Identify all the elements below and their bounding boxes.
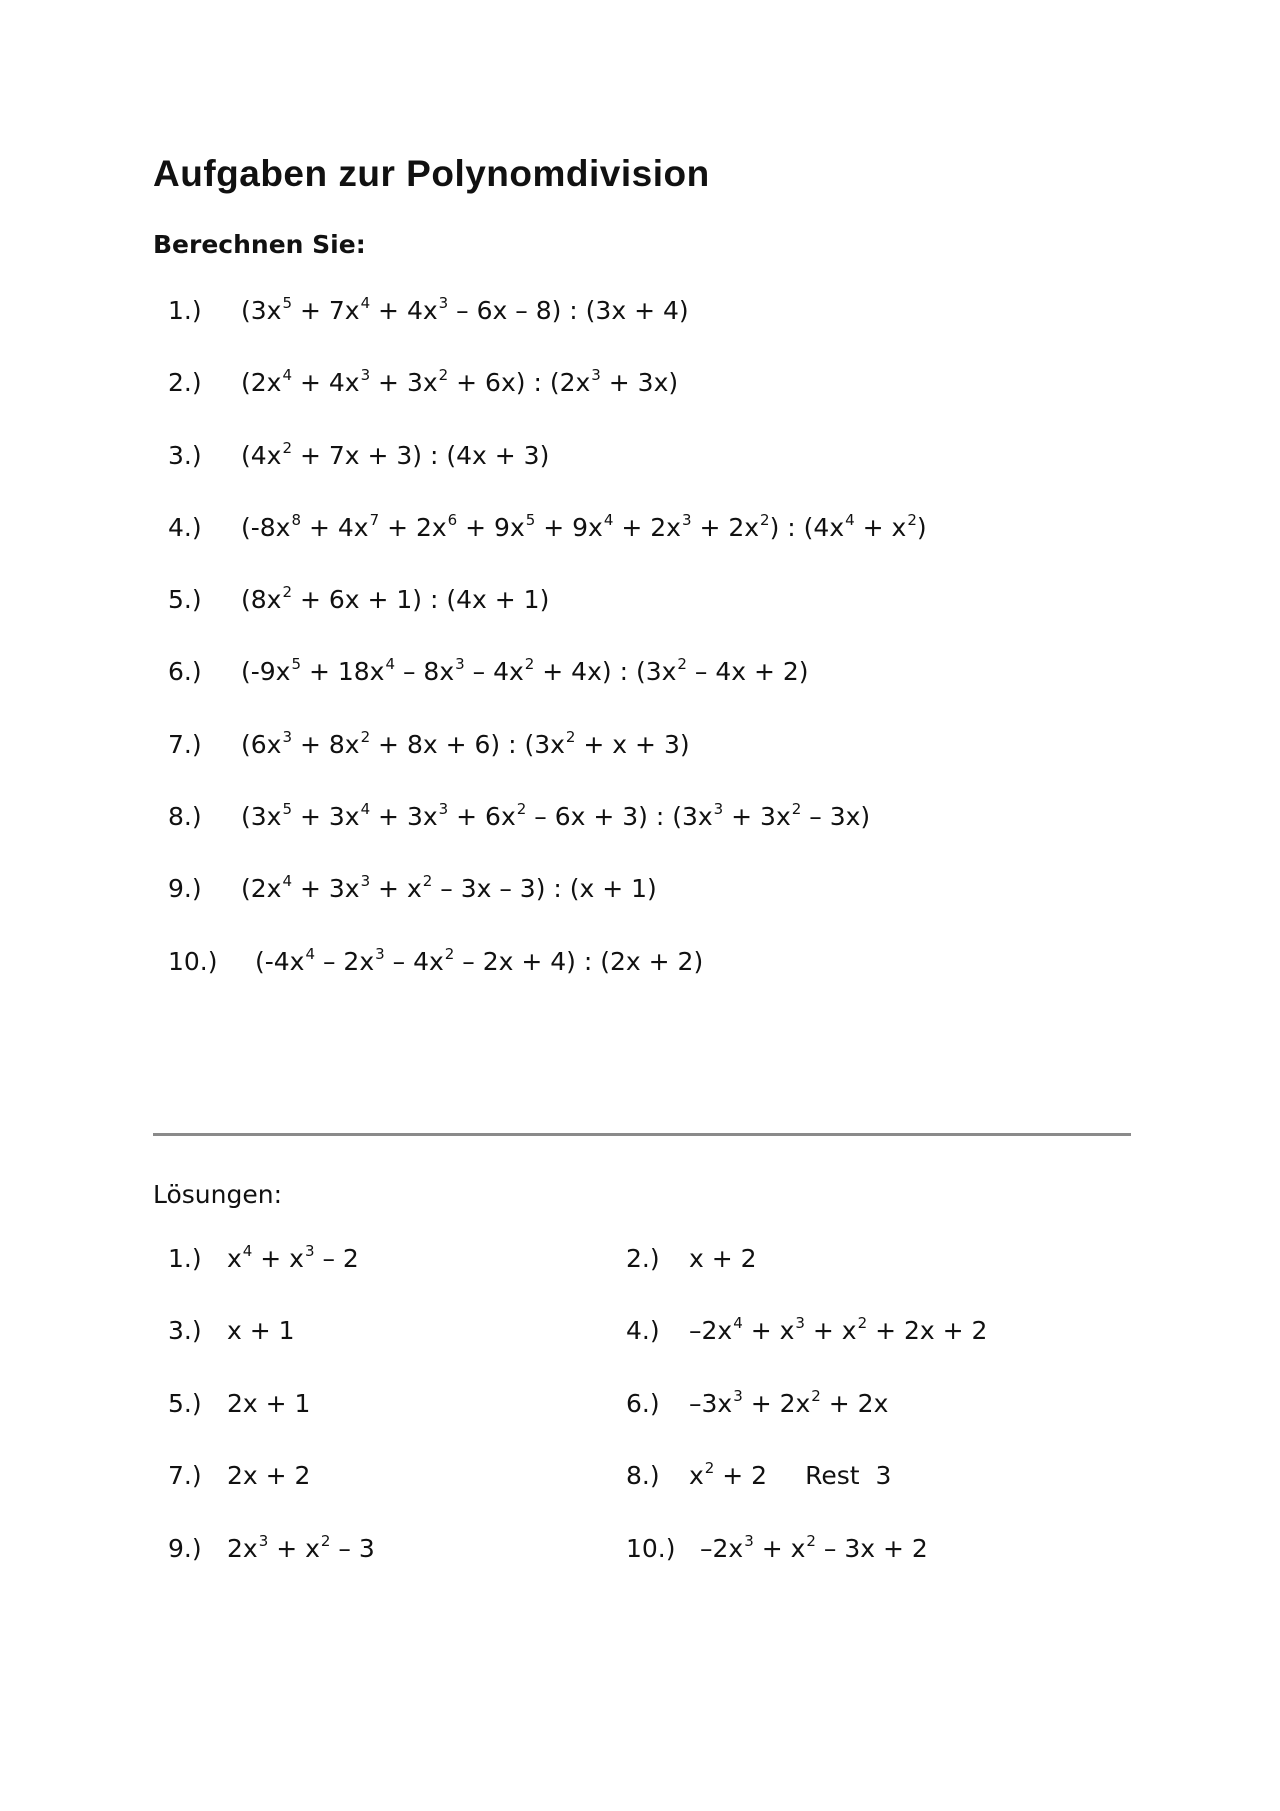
solution-item: [168, 1385, 588, 1457]
remainder-note: Rest 3: [805, 1461, 892, 1491]
task-item-expression: $(6x^3 + 8x^2 + 8x + 6)$ : $(3x^2 + x + 3)$: [241, 727, 690, 759]
task-item-expression: $(2x^4 + 3x^3 + x^2 - 3x - 3)$ : (x + 1): [241, 872, 657, 904]
task-item-number: 6.): [168, 657, 202, 687]
solution-item: [626, 1312, 1166, 1384]
solution-item: [168, 1240, 588, 1312]
solution-item: [168, 1530, 588, 1602]
task-item: [168, 364, 1168, 436]
solution-item: [626, 1457, 1166, 1529]
solution-item: [626, 1240, 1166, 1312]
task-item-number: 2.): [168, 368, 202, 398]
task-item-expression: $(3x^5 + 3x^4 + 3x^3 + 6x^2 - 6x + 3)$ : $(3x^3 + 3x^2 - 3x)$: [241, 800, 871, 832]
solution-item-expression: x + 2: [689, 1244, 757, 1273]
solution-item-number: 6.): [626, 1388, 660, 1418]
solution-item-number: 8.): [626, 1461, 660, 1491]
task-item-expression: $(4x^2 + 7x + 3)$ : (4x + 3): [241, 438, 550, 470]
solution-item-expression: $x^4 + x^3 - 2$: [227, 1242, 359, 1273]
task-item: [168, 870, 1168, 942]
solution-item: [626, 1385, 1166, 1457]
solutions-left-column: [168, 1240, 588, 1602]
section-divider: [153, 1133, 1131, 1136]
task-item-expression: $(2x^4 + 4x^3 + 3x^2 + 6x)$ : $(2x^3 + 3x)$: [241, 366, 679, 398]
task-item: [168, 653, 1168, 725]
task-item: [168, 943, 1168, 1015]
task-item-number: 9.): [168, 874, 202, 904]
task-item-number: 5.): [168, 585, 202, 615]
solution-item-number: 10.): [626, 1533, 676, 1563]
task-item-expression: $(3x^5 + 7x^4 + 4x^3 - 6x - 8)$ : (3x + 4): [241, 294, 689, 325]
task-list: [168, 292, 1168, 1015]
task-item-number: 3.): [168, 440, 202, 470]
task-item: [168, 581, 1168, 653]
solution-item-expression: 2x + 1: [227, 1388, 311, 1418]
task-item-number: 10.): [168, 946, 218, 976]
task-item: [168, 509, 1168, 581]
solution-item-expression: $-2x^4 + x^3 + x^2 + 2x + 2$: [689, 1314, 988, 1346]
solution-item-number: 7.): [168, 1461, 202, 1491]
solution-item-expression: 2x + 2: [227, 1461, 311, 1491]
task-item-number: 8.): [168, 802, 202, 832]
solution-item-expression: $x^2 + 2$: [689, 1459, 768, 1491]
solutions-heading: Lösungen:: [153, 1180, 283, 1209]
solution-item-expression: x + 1: [227, 1316, 295, 1346]
solution-item: [168, 1312, 588, 1384]
task-item-number: 4.): [168, 512, 202, 542]
task-item-expression: $(-9x^5 + 18x^4 - 8x^3 - 4x^2 + 4x)$ : $(3x^2 - 4x + 2)$: [241, 655, 809, 687]
task-item: [168, 437, 1168, 509]
solution-item-number: 3.): [168, 1316, 202, 1346]
task-item-number: 7.): [168, 729, 202, 759]
solution-item-expression: $-2x^3 + x^2 - 3x + 2$: [700, 1531, 928, 1563]
task-item-number: 1.): [168, 296, 202, 325]
task-item-expression: $(-4x^4 - 2x^3 - 4x^2 - 2x + 4)$ : (2x + 2): [255, 944, 704, 976]
instruction-text: Berechnen Sie:: [153, 230, 366, 259]
solution-item-number: 4.): [626, 1316, 660, 1346]
solution-item-expression: $2x^3 + x^2 - 3$: [227, 1531, 375, 1563]
task-item-expression: $(-8x^8 + 4x^7 + 2x^6 + 9x^5 + 9x^4 + 2x^3 + 2x^2)$ : $(4x^4 + x^2)$: [241, 510, 927, 542]
solution-item-number: 2.): [626, 1244, 660, 1273]
solution-item-number: 1.): [168, 1244, 202, 1273]
page-title: Aufgaben zur Polynomdivision: [153, 153, 710, 194]
task-item-expression: $(8x^2 + 6x + 1)$ : (4x + 1): [241, 583, 550, 615]
solution-item: [168, 1457, 588, 1529]
solution-item-expression: $-3x^3 + 2x^2 + 2x$: [689, 1386, 889, 1418]
solution-item-number: 9.): [168, 1533, 202, 1563]
task-item: [168, 292, 1168, 364]
solutions-right-column: [626, 1240, 1166, 1602]
solution-item: [626, 1530, 1166, 1602]
task-item: [168, 726, 1168, 798]
task-item: [168, 798, 1168, 870]
solution-item-number: 5.): [168, 1388, 202, 1418]
